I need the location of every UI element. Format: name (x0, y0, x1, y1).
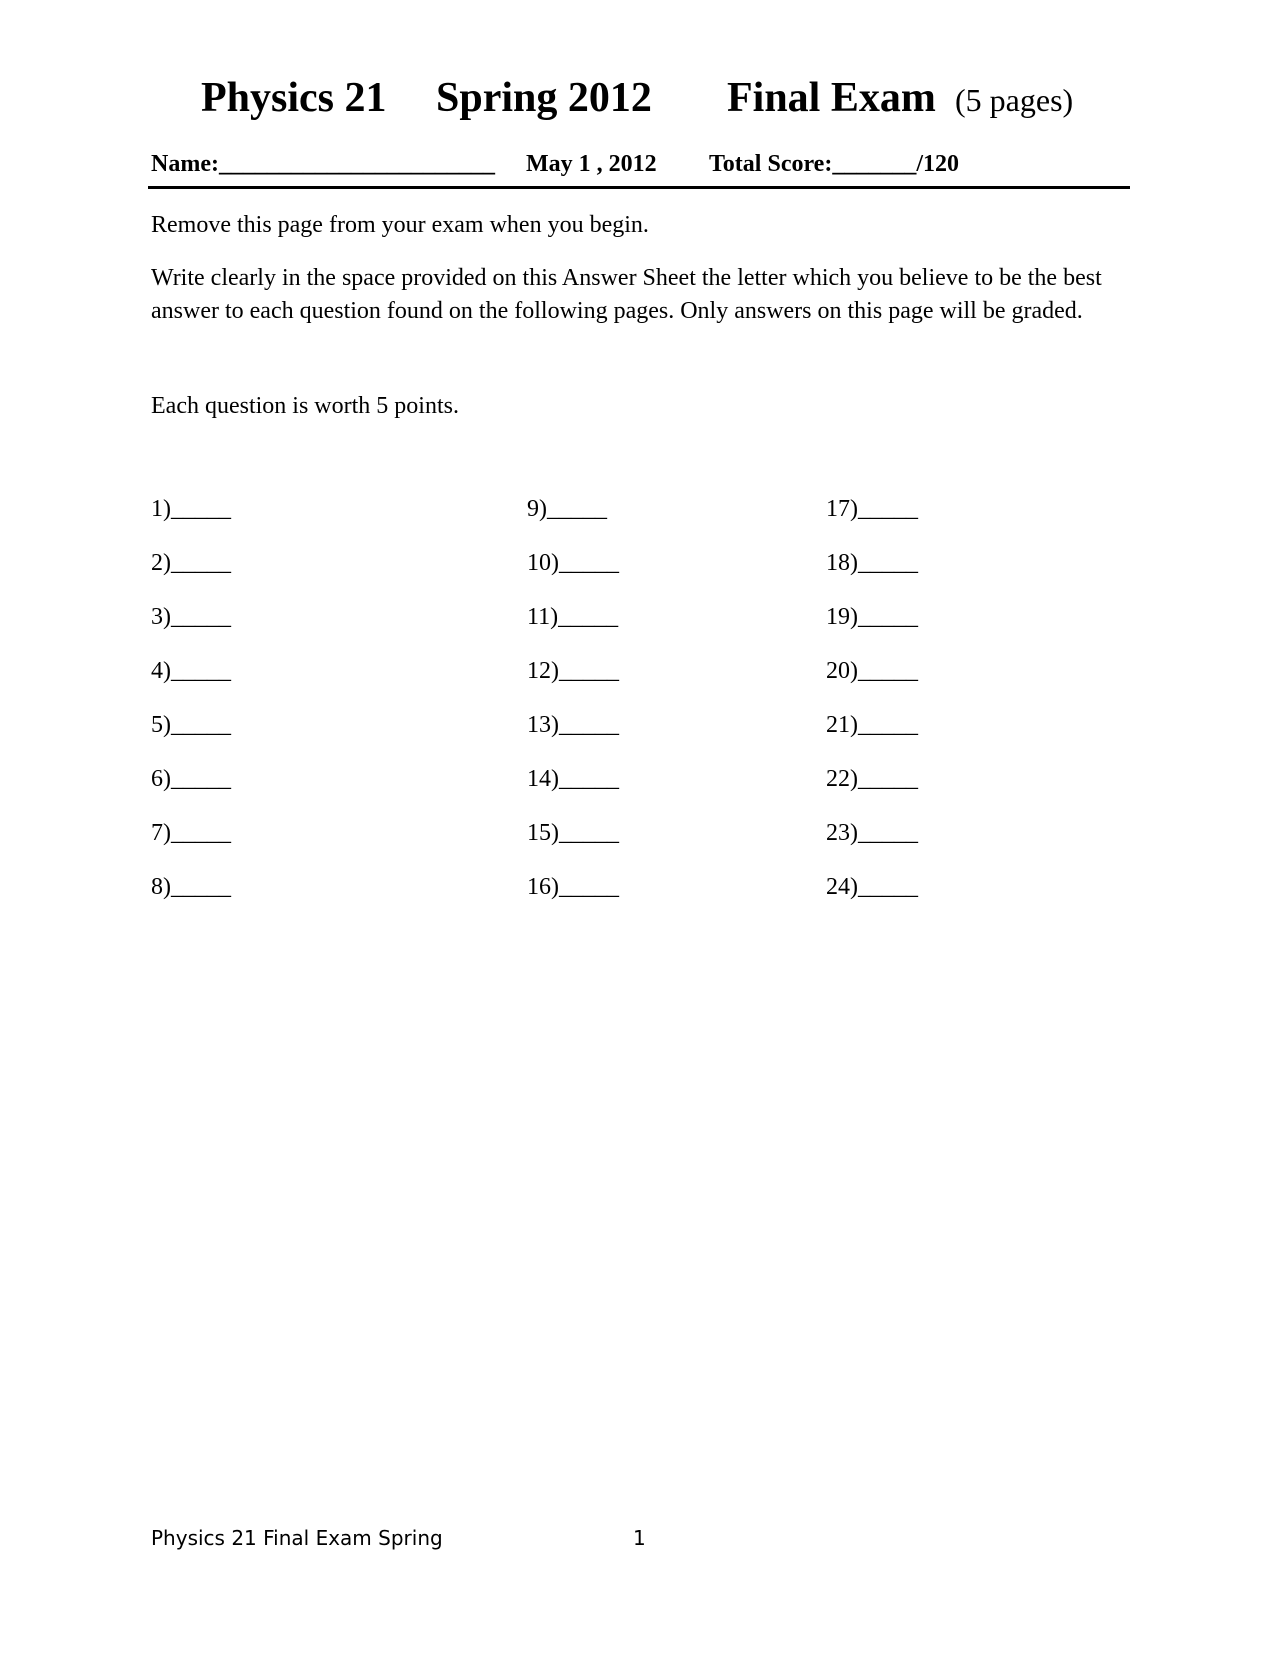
answer-blank[interactable]: 8)_____ (151, 874, 231, 900)
name-field[interactable]: Name:_______________________ (151, 151, 495, 177)
answer-blank[interactable]: 13)_____ (527, 712, 619, 738)
answer-blank[interactable]: 1)_____ (151, 496, 231, 522)
answer-blank[interactable]: 10)_____ (527, 550, 619, 576)
answer-blank[interactable]: 24)_____ (826, 874, 918, 900)
answer-blank[interactable]: 5)_____ (151, 712, 231, 738)
student-header (148, 151, 1130, 185)
answer-blank[interactable]: 20)_____ (826, 658, 918, 684)
exam-title (0, 74, 1280, 134)
answer-blank[interactable]: 4)_____ (151, 658, 231, 684)
answer-blank[interactable]: 9)_____ (527, 496, 607, 522)
answer-blank[interactable]: 12)_____ (527, 658, 619, 684)
answer-blank[interactable]: 15)_____ (527, 820, 619, 846)
answer-blank[interactable]: 22)_____ (826, 766, 918, 792)
answer-blank[interactable]: 23)_____ (826, 820, 918, 846)
page-count: (5 pages) (955, 82, 1074, 118)
answer-blank[interactable]: 18)_____ (826, 550, 918, 576)
header-divider (148, 186, 1130, 189)
instruction-points: Each question is worth 5 points. (151, 393, 459, 419)
answer-blank[interactable]: 6)_____ (151, 766, 231, 792)
answer-blank[interactable]: 14)_____ (527, 766, 619, 792)
answer-blank[interactable]: 16)_____ (527, 874, 619, 900)
answer-blank[interactable]: 17)_____ (826, 496, 918, 522)
instruction-write-clearly: Write clearly in the space provided on this Answer Sheet the letter which you believe to be the best answer to each question found on the following pages. Only answers on this page will be graded. (151, 265, 1102, 324)
answer-blank[interactable]: 3)_____ (151, 604, 231, 630)
answer-blank[interactable]: 2)_____ (151, 550, 231, 576)
exam-date: May 1 , 2012 (526, 151, 657, 177)
exam-name: Final Exam (727, 75, 936, 121)
course-title: Physics 21 (201, 75, 387, 121)
footer-text: Physics 21 Final Exam Spring (151, 1526, 443, 1550)
answer-blank[interactable]: 7)_____ (151, 820, 231, 846)
term-title: Spring 2012 (436, 75, 652, 121)
instruction-remove-page: Remove this page from your exam when you begin. (151, 212, 649, 238)
page-number: 1 (633, 1526, 646, 1550)
answer-blank[interactable]: 21)_____ (826, 712, 918, 738)
answer-blank[interactable]: 11)_____ (527, 604, 619, 630)
total-score-field: Total Score:_______/120 (709, 151, 959, 177)
answer-blank[interactable]: 19)_____ (826, 604, 918, 630)
